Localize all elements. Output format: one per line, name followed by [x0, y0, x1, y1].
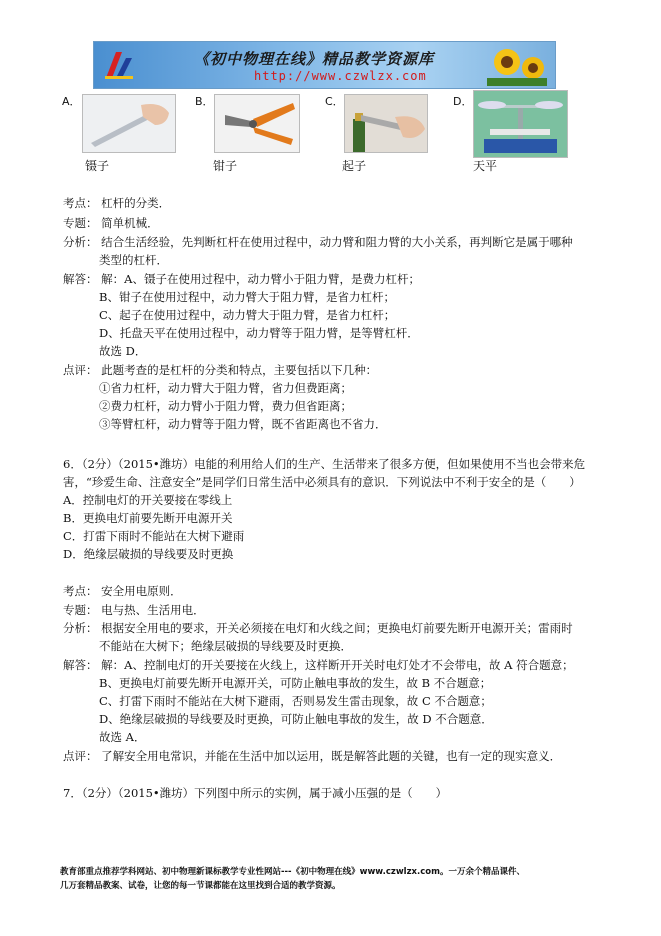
option-b-label: B． — [195, 95, 214, 108]
option-d-caption: 天平 — [473, 159, 498, 173]
q6-zhuanti: 专题： 电与热、生活用电． — [63, 603, 205, 617]
q6-dianping: 点评： 了解安全用电常识，并能在生活中加以运用，既是解答此题的关键，也有一定的现实意义． — [63, 749, 562, 763]
q5-zhuanti: 专题： 简单机械． — [63, 216, 159, 230]
bottle-opener-image — [344, 94, 428, 153]
q5-dianping-line3: ②费力杠杆，动力臂小于阻力臂，费力但省距离； — [99, 399, 352, 413]
banner-url[interactable]: http://www.czwlzx.com — [254, 69, 427, 83]
q5-fenxi-line1: 分析： 结合生活经验，先判断杠杆在使用过程中，动力臂和阻力臂的大小关系，再判断它是属于哪种 — [63, 235, 573, 249]
q5-jieda-line2: B、钳子在使用过程中，动力臂大于阻力臂，是省力杠杆； — [99, 290, 395, 304]
option-d-label: D． — [453, 95, 473, 108]
tweezers-image — [82, 94, 176, 153]
pliers-icon — [215, 95, 299, 152]
q6-jieda-line4: D、绝缘层破损的导线要及时更换，可防止触电事故的发生，故 D 不合题意． — [99, 712, 493, 726]
header-banner — [93, 41, 556, 89]
q6-option-a: A．控制电灯的开关要接在零线上 — [63, 493, 233, 507]
q5-jieda-line1: 解答： 解：A、镊子在使用过程中，动力臂小于阻力臂，是费力杠杆； — [63, 272, 420, 286]
bottle-opener-icon — [345, 95, 427, 152]
balance-scale-icon — [474, 91, 567, 157]
q6-kaodian: 考点： 安全用电原则． — [63, 584, 182, 598]
q6-option-b: B．更换电灯前要先断开电源开关 — [63, 511, 233, 525]
q6-option-d: D．绝缘层破损的导线要及时更换 — [63, 547, 234, 561]
footer-line2: 几万套精品教案、试卷，让您的每一节课都能在这里找到合适的教学资源。 — [60, 881, 341, 891]
q6-fenxi-line2: 不能站在大树下；绝缘层破损的导线要及时更换． — [99, 639, 352, 653]
q6-stem-line1: 6．（2分）（2015•潍坊）电能的利用给人们的生产、生活带来了很多方便，但如果使用不当也会带来危 — [63, 457, 586, 471]
q6-jieda-line3: C、打雷下雨时不能站在大树下避雨，否则易发生雷击现象，故 C 不合题意； — [99, 694, 492, 708]
q6-jieda-line2: B、更换电灯前要先断开电源开关，可防止触电事故的发生，故 B 不合题意； — [99, 676, 492, 690]
q6-stem-line2: 害，“珍爱生命、注意安全”是同学们日常生活中必须具有的意识．下列说法中不利于安全的是（ ） — [63, 475, 581, 489]
q5-kaodian: 考点： 杠杆的分类． — [63, 196, 171, 210]
q5-dianping-line4: ③等臂杠杆，动力臂等于阻力臂，既不省距离也不省力． — [99, 417, 387, 431]
option-c-label: C． — [325, 95, 344, 108]
q5-dianping-line1: 点评： 此题考查的是杠杆的分类和特点，主要包括以下几种： — [63, 363, 378, 377]
q6-jieda-line5: 故选 A． — [99, 730, 146, 744]
q5-jieda-line4: D、托盘天平在使用过程中，动力臂等于阻力臂，是等臂杠杆． — [99, 326, 419, 340]
option-a-label: A． — [62, 95, 81, 108]
pliers-image — [214, 94, 300, 153]
footer-line1: 教育部重点推荐学科网站、初中物理新课标教学专业性网站---《初中物理在线》www.czwlzx.com。一万余个精品课件、 — [60, 867, 525, 877]
tweezers-icon — [83, 95, 175, 152]
q5-fenxi-line2: 类型的杠杆． — [99, 253, 168, 267]
balance-scale-image — [473, 90, 568, 158]
site-logo-icon — [102, 48, 136, 82]
q6-jieda-line1: 解答： 解：A、控制电灯的开关要接在火线上，这样断开开关时电灯处才不会带电，故 A 符合题意； — [63, 658, 574, 672]
q5-jieda-line5: 故选 D． — [99, 344, 147, 358]
q7-stem: 7．（2分）（2015•潍坊）下列图中所示的实例，属于减小压强的是（ ） — [63, 786, 448, 800]
q5-jieda-line3: C、起子在使用过程中，动力臂大于阻力臂，是省力杠杆； — [99, 308, 396, 322]
sunflower-icon — [487, 44, 547, 86]
option-b-caption: 钳子 — [213, 159, 238, 173]
q5-dianping-line2: ①省力杠杆，动力臂大于阻力臂，省力但费距离； — [99, 381, 352, 395]
option-a-caption: 镊子 — [85, 159, 110, 173]
option-c-caption: 起子 — [342, 159, 367, 173]
q6-fenxi-line1: 分析： 根据安全用电的要求，开关必须接在电灯和火线之间；更换电灯前要先断开电源开关；雷雨时 — [63, 621, 573, 635]
q6-option-c: C．打雷下雨时不能站在大树下避雨 — [63, 529, 245, 543]
banner-title: 《初中物理在线》精品教学资源库 — [194, 50, 435, 68]
